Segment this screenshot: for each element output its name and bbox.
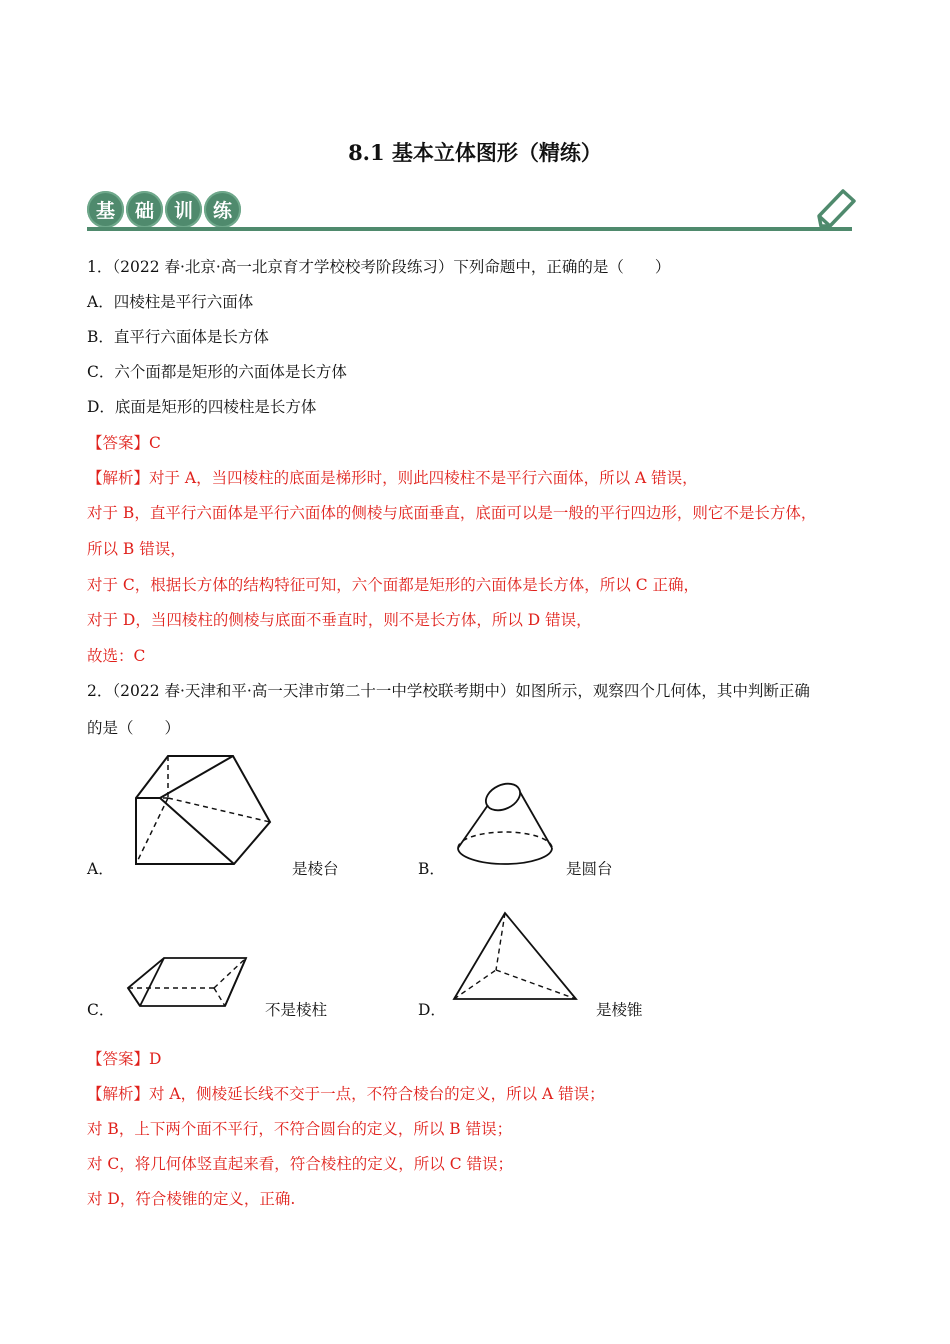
section-banner [87,186,862,236]
figure-b-base-back [458,832,552,848]
banner-char: 础 [126,191,163,228]
q1-stem: 1．（2022 春·北京·高一北京育才学校校考阶段练习）下列命题中，正确的是（ ） [87,258,671,276]
q1-analysis-line: 【解析】对于 A，当四棱柱的底面是梯形时，则此四棱柱不是平行六面体，所以 A 错误， [87,469,698,487]
figure-c [122,948,252,1012]
banner-char: 训 [165,191,202,228]
q1-analysis-line: 对于 B，直平行六面体是平行六面体的侧棱与底面垂直，底面可以是一般的平行四边形，则它不是长方体， [87,504,817,522]
pencil-icon [813,186,861,232]
q1-analysis-line: 对于 D，当四棱柱的侧棱与底面不垂直时，则不是长方体，所以 D 错误， [87,611,592,629]
q2-stem: 2．（2022 春·天津和平·高一天津市第二十一中学校联考期中）如图所示，观察四个几何体，其中判断正确 [87,682,810,700]
q1-analysis-line: 所以 B 错误， [87,540,186,558]
q1-analysis-line: 对于 C，根据长方体的结构特征可知，六个面都是矩形的六面体是长方体，所以 C 正确， [87,576,700,594]
figure-d [450,908,580,1012]
q1-option-c: C．六个面都是矩形的六面体是长方体 [87,363,347,381]
q1-option-d: D．底面是矩形的四棱柱是长方体 [87,398,317,416]
q2-option-a-text: 是棱台 [292,860,339,878]
banner-chars [87,191,241,228]
q1-analysis-line: 故选：C [87,647,146,665]
q1-option-b: B．直平行六面体是长方体 [87,328,269,346]
banner-char: 练 [204,191,241,228]
q2-option-d-text: 是棱锥 [596,1001,643,1019]
figure-b-base-front [458,848,552,864]
q2-option-d-letter: D． [418,1001,446,1019]
page-title: 8.1 基本立体图形（精练） [348,140,602,165]
q2-analysis-line: 【解析】对 A，侧棱延长线不交于一点，不符合棱台的定义，所以 A 错误； [87,1085,605,1103]
q2-analysis-line: 对 B，上下两个面不平行，不符合圆台的定义，所以 B 错误； [87,1120,513,1138]
q2-stem-cont: 的是（ ） [87,719,181,737]
q2-option-c-text: 不是棱柱 [265,1001,328,1019]
q1-answer: 【答案】C [87,434,161,452]
q2-option-b-text: 是圆台 [566,860,613,878]
figure-a [128,750,278,870]
banner-rule [87,227,852,231]
q2-analysis-line: 对 D，符合棱锥的定义，正确. [87,1190,296,1208]
figure-b-left-edge [458,805,488,848]
q2-answer: 【答案】D [87,1050,162,1068]
q1-option-a: A．四棱柱是平行六面体 [87,293,254,311]
q2-option-c-letter: C． [87,1001,115,1019]
q2-option-a-letter: A． [87,860,114,878]
figure-b-top-ellipse [482,780,525,815]
banner-char: 基 [87,191,124,228]
figure-b-right-edge [520,792,552,848]
q2-analysis-line: 对 C，将几何体竖直起来看，符合棱柱的定义，所以 C 错误； [87,1155,514,1173]
q2-option-b-letter: B． [418,860,445,878]
